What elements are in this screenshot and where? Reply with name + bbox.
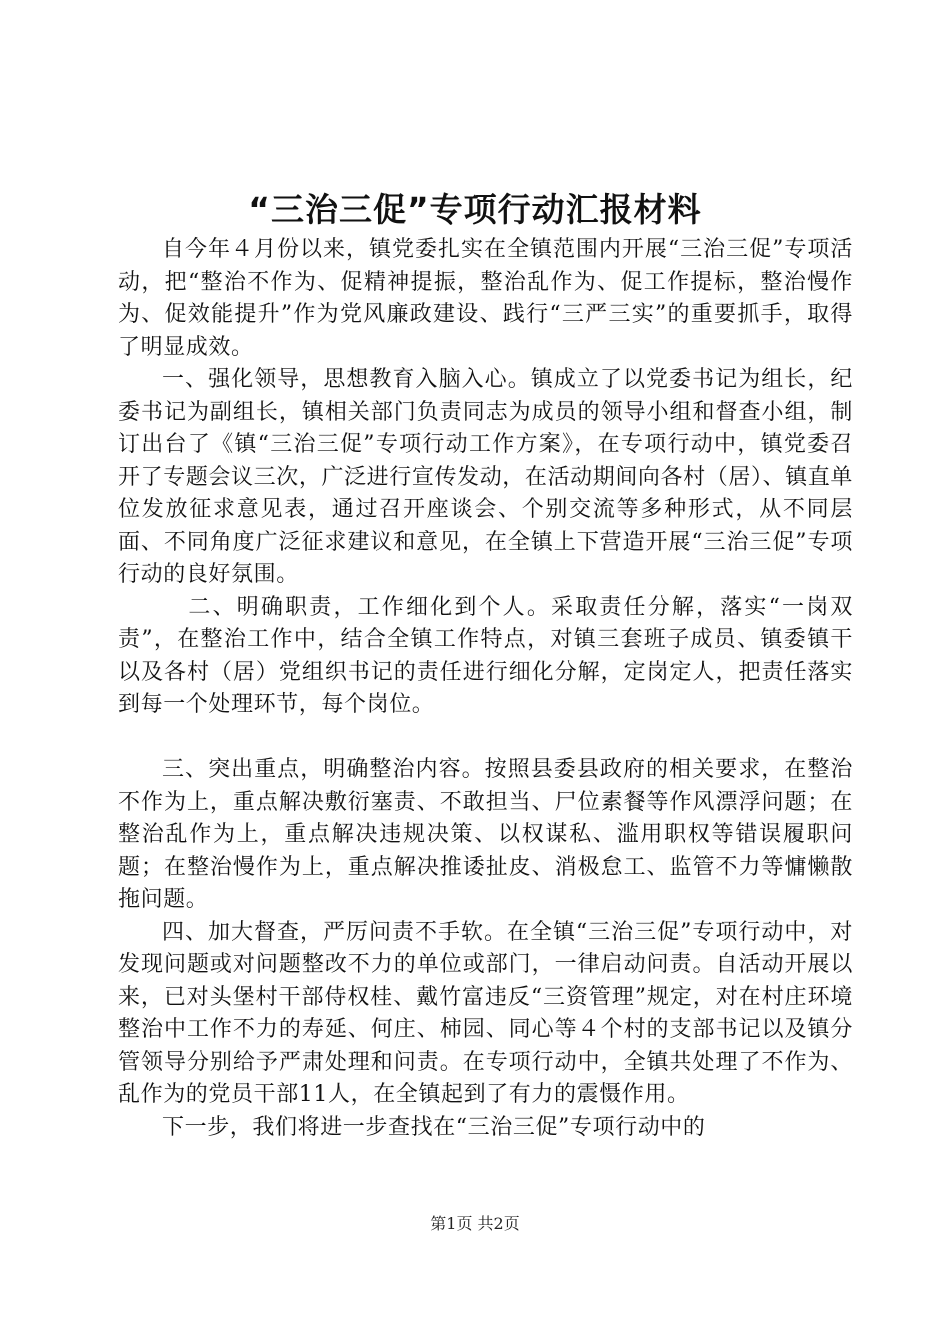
- document-title: “三治三促”专项行动汇报材料: [248, 190, 702, 229]
- paragraph-section-3: 三、突出重点，明确整治内容。按照县委县政府的相关要求，在整治不作为上，重点解决敷衍塞责、不敢担当、尸位素餐等作风漂浮问题；在整治乱作为上，重点解决违规决策、以权谋私、滥用职权等错误履职问题；在整治慢作为上，重点解决推诿扯皮、消极怠工、监管不力等慵懒散拖问题。: [118, 757, 853, 912]
- page-footer: 第1页 共2页: [430, 1214, 520, 1233]
- document-body: [118, 234, 853, 1144]
- paragraph-section-4: 四、加大督查，严厉问责不手软。在全镇“三治三促”专项行动中，对发现问题或对问题整改不力的单位或部门，一律启动问责。自活动开展以来，已对头堡村干部侍权桂、戴竹富违反“三资管理”规定，对在村庄环境整治中工作不力的寿延、何庄、柿园、同心等４个村的支部书记以及镇分管领导分别给予严肃处理和问责。在专项行动中，全镇共处理了不作为、乱作为的党员干部11人，在全镇起到了有力的震慑作用。: [118, 919, 853, 1107]
- paragraph-next-steps: 下一步，我们将进一步查找在“三治三促”专项行动中的: [162, 1114, 706, 1140]
- paragraph-intro: 自今年４月份以来，镇党委扎实在全镇范围内开展“三治三促”专项活动，把“整治不作为、促精神提振，整治乱作为、促工作提标，整治慢作为、促效能提升”作为党风廉政建设、践行“三严三实”的重要抓手，取得了明显成效。: [118, 237, 853, 360]
- paragraph-section-1: 一、强化领导，思想教育入脑入心。镇成立了以党委书记为组长，纪委书记为副组长，镇相关部门负责同志为成员的领导小组和督查小组，制订出台了《镇“三治三促”专项行动工作方案》，在专项行动中，镇党委召开了专题会议三次，广泛进行宣传发动，在活动期间向各村（居）、镇直单位发放征求意见表，通过召开座谈会、个别交流等多种形式，从不同层面、不同角度广泛征求建议和意见，在全镇上下营造开展“三治三促”专项行动的良好氛围。: [118, 367, 853, 587]
- paragraph-spacer: [118, 722, 853, 755]
- paragraph-section-2: 二、明确职责，工作细化到个人。采取责任分解，落实“一岗双责”，在整治工作中，结合全镇工作特点，对镇三套班子成员、镇委镇干以及各村（居）党组织书记的责任进行细化分解，定岗定人，把责任落实到每一个处理环节，每个岗位。: [118, 594, 853, 717]
